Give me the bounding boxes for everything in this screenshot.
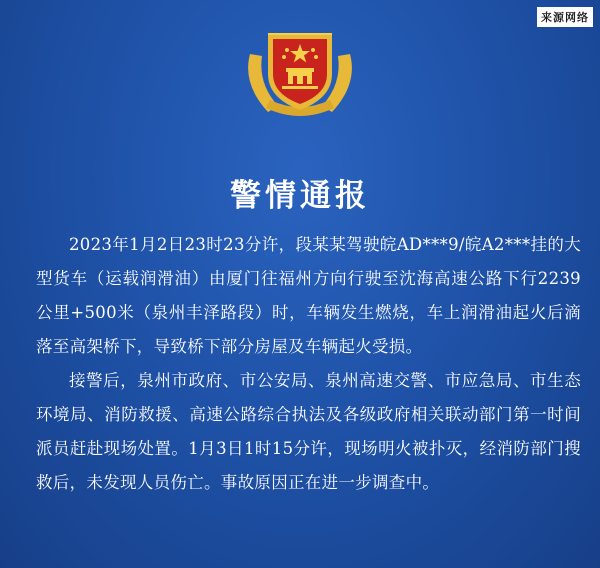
police-emblem-icon [238, 24, 362, 124]
source-watermark: 来源网络 [537, 7, 593, 27]
paragraph-2: 接警后，泉州市政府、市公安局、泉州高速交警、市应急局、市生态环境局、消防救援、高速公路综合执法及各级政府相关联动部门第一时间派员赶赴现场处置。1月3日1时15分许，现场明火被扑灭，经消防部门搜救后，未发现人员伤亡。事故原因正在进一步调查中。 [36, 371, 581, 492]
paragraph-1: 2023年1月2日23时23分许，段某某驾驶皖AD***9/皖A2***挂的大型货车（运载润滑油）由厦门往福州方向行驶至沈海高速公路下行2239公里+500米（泉州丰泽路段）时，车辆发生燃烧，车上润滑油起火后滴落至高架桥下，导致桥下部分房屋及车辆起火受损。 [36, 235, 581, 356]
page-title: 警情通报 [230, 178, 370, 214]
notice-body [36, 228, 581, 500]
